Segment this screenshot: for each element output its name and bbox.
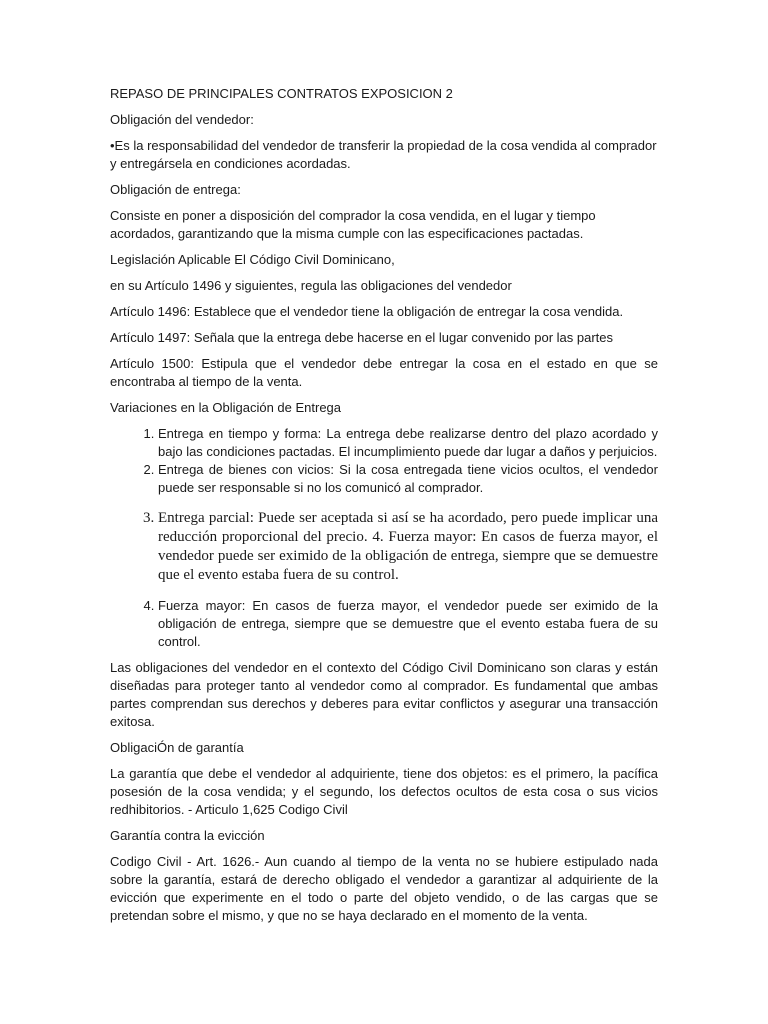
paragraph-articulo-1500: Artículo 1500: Estipula que el vendedor debe entregar la cosa en el estado en que se encontraba al tiempo de la venta. [110,356,658,389]
document-title: REPASO DE PRINCIPALES CONTRATOS EXPOSICION 2 [110,86,453,101]
paragraph-articulo-1496: Artículo 1496: Establece que el vendedor tiene la obligación de entregar la cosa vendida. [110,304,624,319]
list-item: 2. Entrega de bienes con vicios: Si la cosa entregada tiene vicios ocultos, el vendedor puede ser responsable si no los comunicó al comprador. [158,461,658,497]
paragraph-responsabilidad: •Es la responsabilidad del vendedor de transferir la propiedad de la cosa vendida al comprador y entregársela en condiciones acordadas. [110,138,657,171]
paragraph-conclusion: Las obligaciones del vendedor en el contexto del Código Civil Dominicano son claras y están diseñadas para proteger tanto al vendedor como al comprador. Es fundamental que ambas partes comprendan sus derechos y deberes para evitar conflictos y asegurar una transacción exitosa. [110,660,658,729]
paragraph-eviccion: Codigo Civil - Art. 1626.- Aun cuando al tiempo de la venta no se hubiere estipulado nada sobre la garantía, estará de derecho obligado el vendedor a garantizar al adquiriente de la evicción que experimente en el todo o parte del objeto vendido, o de las cargas que se pretendan sobre el mismo, y que no se haya declarado en el momento de la venta. [110,854,658,923]
paragraph-garantia: La garantía que debe el vendedor al adquiriente, tiene dos objetos: es el primero, la pacífica posesión de la cosa vendida; y el segundo, los defectos ocultos de esta cosa o sus vicios redhibitorios. - Articulo 1,625 Codigo Civil [110,766,658,817]
heading-obligacion-vendedor: Obligación del vendedor: [110,112,254,127]
list-item: 4. Fuerza mayor: En casos de fuerza mayor, el vendedor puede ser eximido de la obligación de entrega, siempre que se demuestre que el evento estaba fuera de su control. [158,597,658,651]
paragraph-consiste: Consiste en poner a disposición del comprador la cosa vendida, en el lugar y tiempo acordados, garantizando que la misma cumple con las especificaciones pactadas. [110,208,596,241]
list-item: 1. Entrega en tiempo y forma: La entrega debe realizarse dentro del plazo acordado y bajo las condiciones pactadas. El incumplimiento puede dar lugar a daños y perjuicios. [158,425,658,461]
list-item: 3. Entrega parcial: Puede ser aceptada si así se ha acordado, pero puede implicar una reducción proporcional del precio. 4. Fuerza mayor: En casos de fuerza mayor, el vendedor puede ser eximido de la obligación de entrega, siempre que se demuestre que el evento estaba fuera de su control. [158,509,658,585]
heading-obligacion-entrega: Obligación de entrega: [110,182,241,197]
heading-variaciones: Variaciones en la Obligación de Entrega [110,400,342,415]
heading-garantia: ObligaciÓn de garantía [110,740,244,755]
variaciones-list [110,425,658,651]
paragraph-articulo-1497: Artículo 1497: Señala que la entrega debe hacerse en el lugar convenido por las partes [110,330,614,345]
paragraph-legislacion: Legislación Aplicable El Código Civil Dominicano, [110,252,395,267]
heading-eviccion: Garantía contra la evicción [110,828,265,843]
paragraph-articulo-1496-intro: en su Artículo 1496 y siguientes, regula las obligaciones del vendedor [110,278,512,293]
